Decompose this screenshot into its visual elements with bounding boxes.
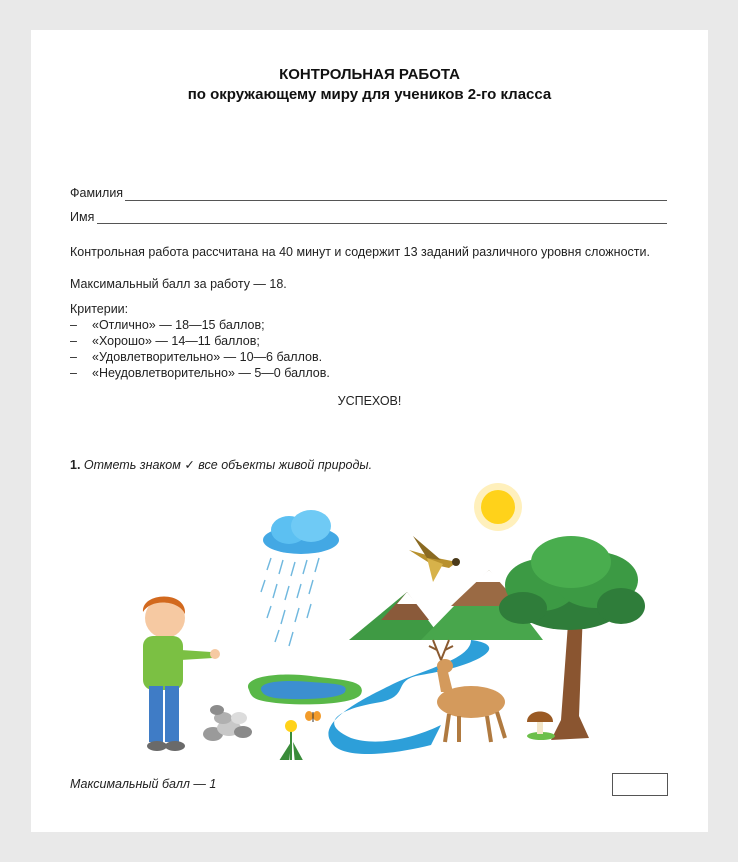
task-text-before: Отметь знаком (83, 458, 181, 472)
criteria-item: – «Неудовлетворительно» — 5—0 баллов. (70, 366, 330, 380)
score-box[interactable] (612, 773, 668, 796)
pond-icon[interactable] (248, 675, 362, 705)
name-label: Имя (70, 210, 95, 224)
page-subtitle: по окружающему миру для учеников 2-го класса (187, 86, 552, 103)
bird-icon[interactable] (409, 536, 460, 582)
task-1-prompt (70, 457, 372, 472)
nature-illustration (91, 480, 651, 760)
worksheet-page (31, 30, 708, 832)
task-text-after: все объекты живой природы. (198, 458, 373, 472)
mushroom-icon[interactable] (527, 712, 555, 741)
surname-label: Фамилия (70, 186, 124, 200)
info-paragraph: Контрольная работа рассчитана на 40 минут и содержит 13 заданий различного уровня сложности. (70, 245, 650, 259)
criteria-item: – «Хорошо» — 14—11 баллов; (70, 334, 260, 348)
criteria-item: – «Удовлетворительно» — 10—6 баллов. (70, 350, 323, 364)
page-title: КОНТРОЛЬНАЯ РАБОТА (279, 66, 460, 83)
surname-field[interactable] (125, 200, 667, 201)
good-luck-text: УСПЕХОВ! (337, 394, 402, 408)
criteria-item: – «Отлично» — 18—15 баллов; (70, 318, 265, 332)
max-score-paragraph: Максимальный балл за работу — 18. (70, 277, 287, 291)
criteria-heading: Критерии: (70, 302, 129, 316)
max-score-label: Максимальный балл — 1 (70, 777, 217, 791)
criteria-block (70, 301, 330, 381)
rain-cloud-icon[interactable] (261, 510, 339, 646)
butterfly-icon[interactable] (305, 711, 321, 722)
dandelion-icon[interactable] (277, 720, 305, 760)
stones-icon[interactable] (203, 705, 252, 741)
check-mark-icon: ✓ (184, 458, 195, 472)
task-number: 1. (70, 458, 81, 472)
name-field[interactable] (97, 223, 667, 224)
sun-icon[interactable] (474, 483, 522, 531)
